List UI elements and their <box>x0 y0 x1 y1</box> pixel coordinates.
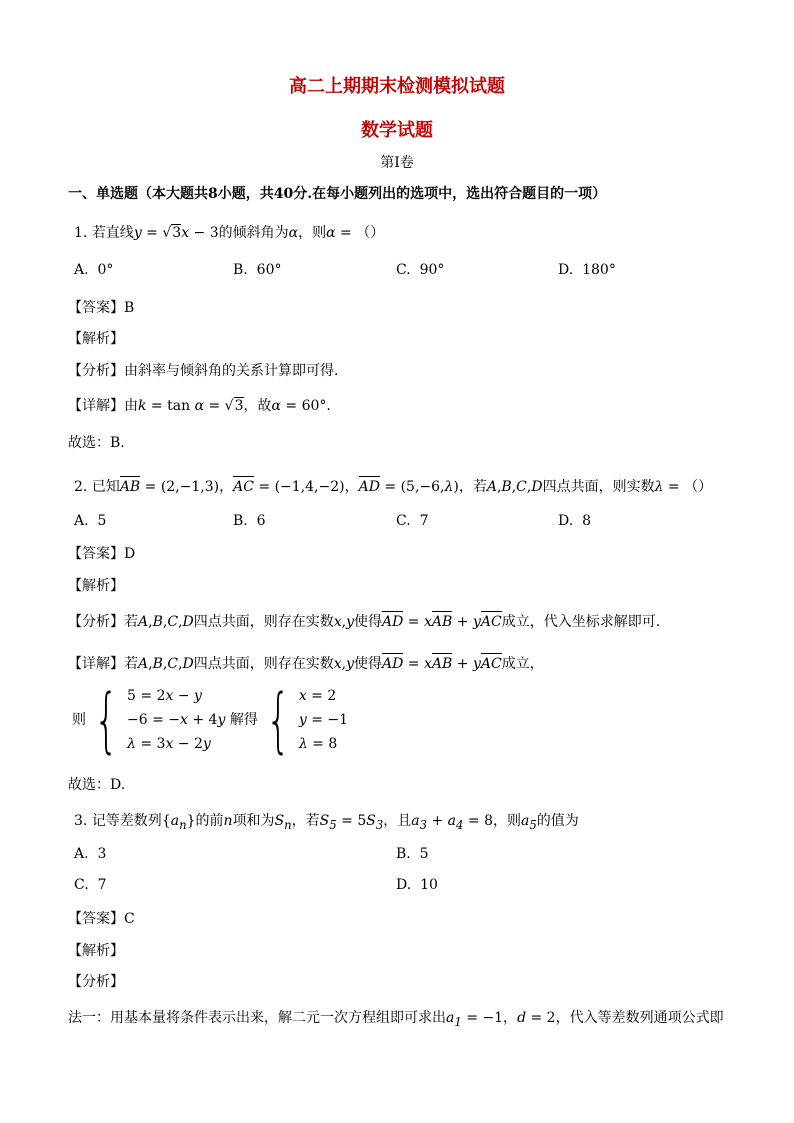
q1-option-a: A. 0° <box>74 262 114 278</box>
q3-option-c: C. 7 <box>74 877 107 893</box>
q2-xiangjie: 【详解】若A,B,C,D四点共面，则存在实数x,y使得AD = xAB + yAC成立， <box>68 656 544 672</box>
q2-equation-system: 则 { 5 = 2x − y −6 = −x + 4y λ = 3x − 2y 解得 { x = 2 y = −1 λ = 8 <box>72 679 349 761</box>
q1-stem: 1. 若直线y = √3x − 3的倾斜角为α，则α = （） <box>74 225 385 241</box>
q3-fenxi-label: 【分析】 <box>68 974 124 990</box>
q2-option-d: D. 8 <box>558 513 592 529</box>
q1-analysis-label: 【解析】 <box>68 331 124 347</box>
q2-select: 故选：D. <box>68 777 126 793</box>
q2-option-b: B. 6 <box>233 513 266 529</box>
q2-stem: 2. 已知AB = (2,−1,3)，AC = (−1,4,−2)，AD = (5,−6,λ)，若A,B,C,D四点共面，则实数λ = （） <box>74 479 713 495</box>
q1-fenxi: 【分析】由斜率与倾斜角的关系计算即可得. <box>68 363 339 379</box>
q1-option-d: D. 180° <box>558 262 616 278</box>
volume-label: 第Ⅰ卷 <box>380 155 414 171</box>
q3-stem: 3. 记等差数列$\{a_n\}$的前n项和为$S_n$，若$S_5 = 5S_3$，且$a_3 + a_4 = 8$，则$a_5$的值为 <box>74 813 579 832</box>
q3-analysis-label: 【解析】 <box>68 943 124 959</box>
q1-option-c: C. 90° <box>396 262 445 278</box>
q3-option-b: B. 5 <box>396 846 429 862</box>
q2-analysis-label: 【解析】 <box>68 578 124 594</box>
q2-option-c: C. 7 <box>396 513 429 529</box>
subject-title: 数学试题 <box>361 120 433 141</box>
q1-select: 故选：B. <box>68 435 125 451</box>
q1-xiangjie: 【详解】由k = tan α = √3，故α = 60°. <box>68 398 331 414</box>
q1-answer: 【答案】B <box>68 300 135 316</box>
section-heading: 一、单选题（本大题共8小题，共40分.在每小题列出的选项中，选出符合题目的一项） <box>68 186 607 202</box>
q2-answer: 【答案】D <box>68 546 136 562</box>
q3-option-a: A. 3 <box>74 846 107 862</box>
q2-option-a: A. 5 <box>74 513 107 529</box>
q2-fenxi: 【分析】若A,B,C,D四点共面，则存在实数x,y使得AD = xAB + yAC成立，代入坐标求解即可. <box>68 614 661 630</box>
q3-option-d: D. 10 <box>396 877 438 893</box>
exam-title: 高二上期期末检测模拟试题 <box>289 76 505 97</box>
q3-method1: 法一：用基本量将条件表示出来，解二元一次方程组即可求出$a_1 = -1$，d = 2，代入等差数列通项公式即 <box>68 1010 724 1029</box>
q1-option-b: B. 60° <box>233 262 282 278</box>
q3-answer: 【答案】C <box>68 911 135 927</box>
